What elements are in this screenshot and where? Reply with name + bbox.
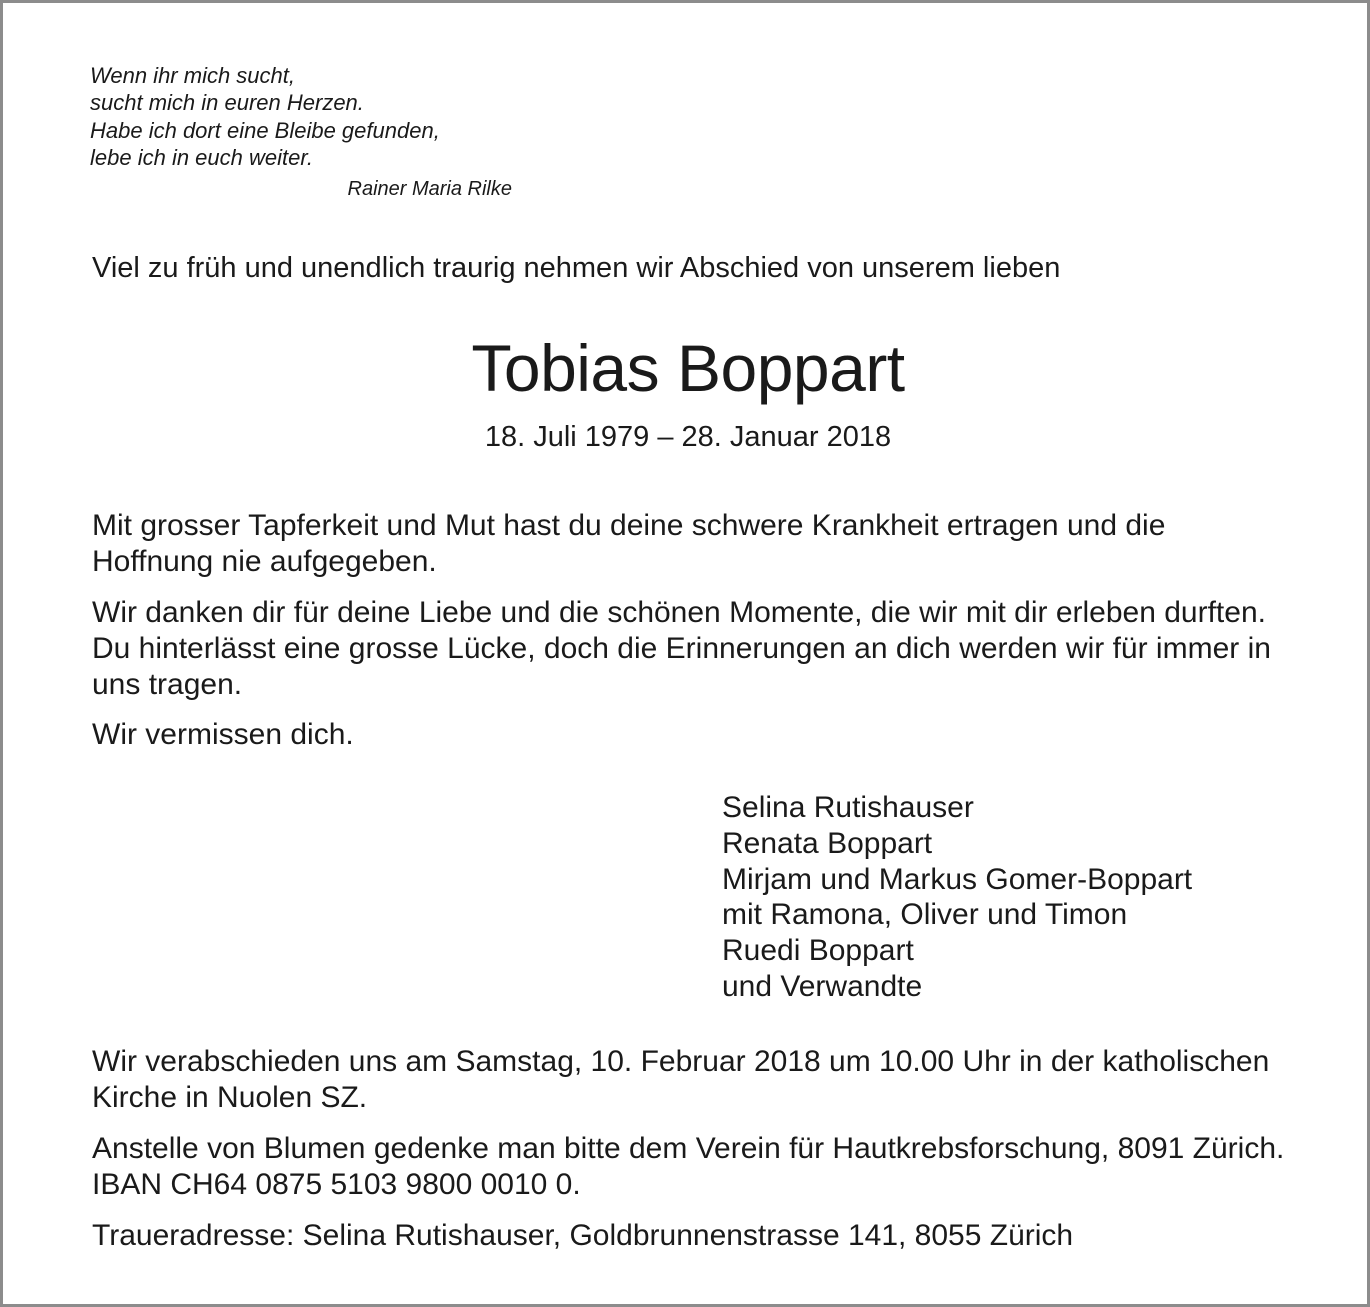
mourner-name: Renata Boppart [722,826,933,860]
quote-author: Rainer Maria Rilke [347,178,512,201]
life-dates: 18. Juli 1979 – 28. Januar 2018 [484,421,892,453]
rilke-quote [90,62,530,203]
mourners-list [722,790,1192,1005]
mourner-name: Mirjam und Markus Gomer-Boppart [722,862,1193,896]
service-info: Wir verabschieden uns am Samstag, 10. Februar 2018 um 10.00 Uhr in der katholischen Kirche in Nuolen SZ. [92,1045,1270,1114]
tribute-paragraph: Wir vermissen dich. [92,718,354,751]
donation-info: Anstelle von Blumen gedenke man bitte dem Verein für Hautkrebsforschung, 8091 Zürich. IBAN CH64 0875 5103 9800 0010 0. [92,1132,1285,1201]
deceased-name: Tobias Boppart [471,331,905,405]
quote-line: Habe ich dort eine Bleibe gefunden, [90,117,440,143]
tribute-paragraph: Wir danken dir für deine Liebe und die schönen Momente, die wir mit dir erleben durften. Du hinterlässt eine grosse Lücke, doch die Erinnerungen an dich werden wir für immer in uns tragen. [92,596,1271,701]
mourner-name: mit Ramona, Oliver und Timon [722,898,1128,932]
mourning-address: Traueradresse: Selina Rutishauser, Goldbrunnenstrasse 141, 8055 Zürich [92,1219,1074,1252]
quote-line: Wenn ihr mich sucht, [90,63,296,88]
quote-line: lebe ich in euch weiter. [90,144,313,170]
tribute-paragraph: Mit grosser Tapferkeit und Mut hast du deine schwere Krankheit ertragen und die Hoffnung nie aufgegeben. [92,509,1166,578]
mourner-name: und Verwandte [722,969,923,1003]
quote-line: sucht mich in euren Herzen. [90,90,364,116]
mourner-name: Ruedi Boppart [722,934,914,968]
intro-text: Viel zu früh und unendlich traurig nehmen wir Abschied von unserem lieben [92,252,1061,284]
mourner-name: Selina Rutishauser [722,791,974,824]
